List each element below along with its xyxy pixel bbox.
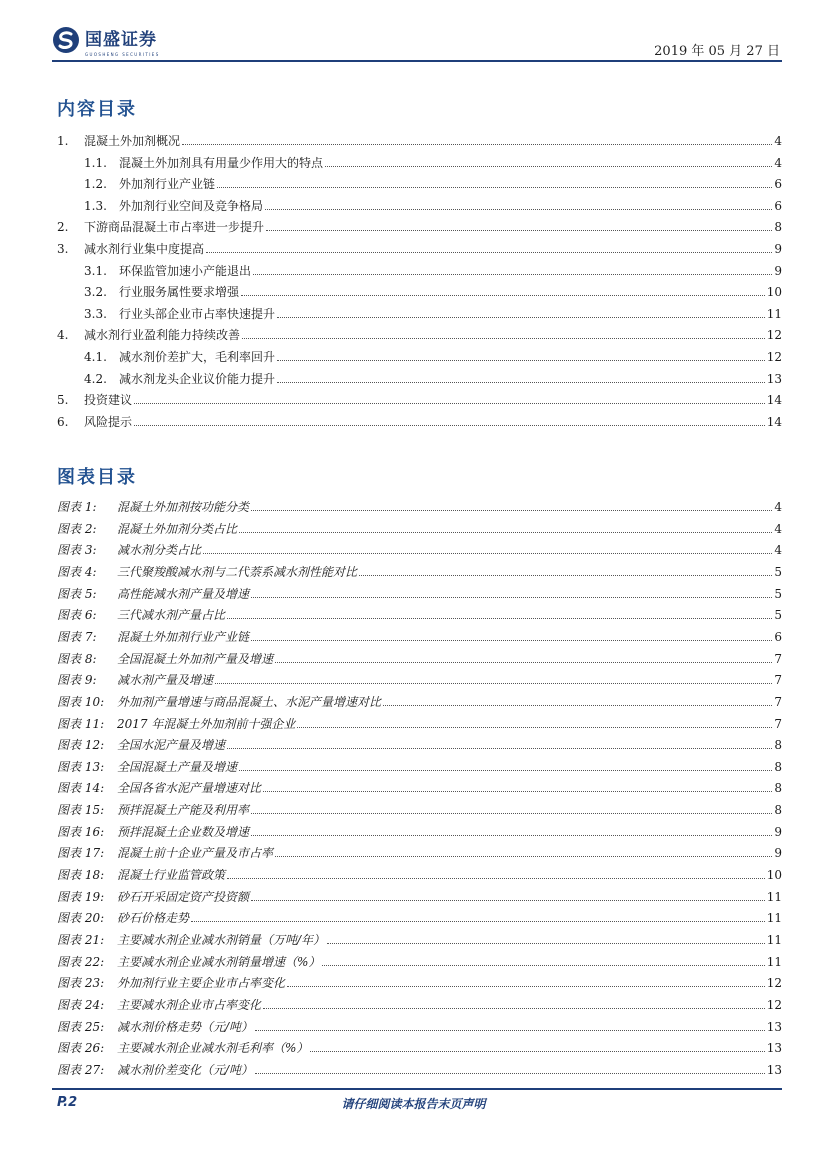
dot-leader	[206, 252, 772, 253]
figure-entry-number: 图表 24:	[57, 997, 105, 1012]
figure-entry[interactable]	[57, 714, 782, 731]
toc-entry[interactable]	[57, 239, 782, 256]
figure-entry-label: 全国各省水泥产量增速对比	[117, 781, 262, 796]
figure-entry[interactable]	[57, 908, 782, 925]
dot-leader	[325, 166, 772, 167]
toc-entry-page: 4	[774, 155, 782, 170]
figure-entry-number: 图表 11:	[57, 716, 105, 731]
page-header	[52, 26, 782, 62]
figure-entry-label: 预拌混凝土产能及利用率	[117, 803, 250, 818]
toc-entry-page: 12	[766, 350, 782, 364]
figure-entry[interactable]	[57, 930, 782, 947]
dot-leader	[383, 705, 772, 706]
toc-entry[interactable]	[57, 217, 782, 234]
toc-entry-label: 行业头部企业市占率快速提升	[119, 306, 276, 321]
toc-entry-page: 9	[774, 263, 782, 278]
figure-entry[interactable]	[57, 627, 782, 644]
toc-entry-label: 混凝土外加剂概况	[84, 134, 181, 148]
figure-entry-number: 图表 10:	[57, 694, 105, 709]
figure-entry-number: 图表 13:	[57, 759, 105, 774]
brand-logo-icon	[52, 26, 80, 54]
figure-entry-number: 图表 1:	[57, 500, 97, 514]
dot-leader	[275, 662, 772, 663]
figure-entry-number: 图表 9:	[57, 673, 97, 688]
toc-entry-number: 3.	[57, 242, 69, 256]
figure-entry-number: 图表 5:	[57, 586, 97, 601]
figure-entry-label: 全国水泥产量及增速	[117, 738, 226, 753]
toc-entry-page: 14	[766, 414, 782, 429]
dot-leader	[255, 1030, 765, 1031]
figure-entry-label: 减水剂分类占比	[117, 543, 202, 558]
figure-entry-label: 高性能减水剂产量及增速	[117, 586, 250, 601]
figure-entry-number: 图表 8:	[57, 651, 97, 666]
dot-leader	[242, 338, 765, 339]
dot-leader	[182, 144, 772, 145]
figure-entry[interactable]	[57, 778, 782, 795]
dot-leader	[251, 835, 772, 836]
figure-entry-page: 13	[766, 1062, 782, 1077]
dot-leader	[310, 1051, 764, 1052]
figure-entry[interactable]	[57, 519, 782, 536]
figure-entry-page: 4	[774, 521, 782, 536]
figure-entry-page: 12	[766, 976, 782, 991]
dot-leader	[287, 986, 765, 987]
figure-entry[interactable]	[57, 1038, 782, 1055]
toc-entry[interactable]	[84, 261, 782, 278]
figure-entry-label: 减水剂价格走势（元/吨）	[117, 1019, 254, 1034]
figure-entry-number: 图表 16:	[57, 824, 105, 839]
figure-entry-label: 全国混凝土外加剂产量及增速	[117, 651, 274, 666]
toc-entry[interactable]	[57, 390, 782, 407]
dot-leader	[255, 1073, 765, 1074]
figure-entry-number: 图表 14:	[57, 781, 105, 796]
toc-entry-page: 6	[774, 198, 782, 213]
figure-entry-page: 11	[766, 933, 782, 947]
toc-entry[interactable]	[84, 153, 782, 170]
figure-entry-label: 三代减水剂产量占比	[117, 608, 226, 623]
toc-entry[interactable]	[84, 282, 782, 299]
toc-entry[interactable]	[84, 369, 782, 386]
figure-entry-number: 图表 27:	[57, 1062, 105, 1077]
figure-entry-page: 7	[774, 651, 782, 666]
dot-leader	[203, 553, 772, 554]
figure-entry[interactable]	[57, 562, 782, 579]
dot-leader	[134, 403, 765, 404]
figure-entry[interactable]	[57, 692, 782, 709]
figure-entry-label: 混凝土前十企业产量及市占率	[117, 846, 274, 861]
toc-entry-label: 减水剂行业盈利能力持续改善	[84, 328, 241, 343]
toc-entry-page: 10	[766, 285, 782, 300]
toc-entry-label: 行业服务属性要求增强	[119, 285, 240, 300]
toc-entry-page: 8	[774, 220, 782, 235]
dot-leader	[215, 683, 772, 684]
figure-entry-page: 5	[774, 608, 782, 623]
figure-entry-label: 混凝土行业监管政策	[117, 868, 226, 883]
dot-leader	[266, 230, 772, 231]
figure-entry-number: 图表 12:	[57, 738, 105, 753]
figure-entry-number: 图表 19:	[57, 889, 105, 904]
toc-entry-label: 下游商品混凝土市占率进一步提升	[84, 220, 265, 235]
dot-leader	[251, 813, 772, 814]
figure-entry-page: 5	[774, 564, 782, 579]
toc-entry[interactable]	[57, 325, 782, 342]
figure-entry[interactable]	[57, 497, 782, 514]
toc-entry-number: 4.1.	[84, 350, 107, 364]
figure-entry-label: 外加剂行业主要企业市占率变化	[117, 976, 286, 991]
toc-entry[interactable]	[84, 304, 782, 321]
figure-entry[interactable]	[57, 1060, 782, 1077]
toc-entry-number: 5.	[57, 393, 69, 408]
figure-entry[interactable]	[57, 670, 782, 687]
figure-entry-page: 13	[766, 1019, 782, 1034]
figure-entry-page: 7	[774, 716, 782, 731]
toc-entry-label: 减水剂行业集中度提高	[84, 242, 205, 256]
figure-entry-number: 图表 20:	[57, 911, 105, 926]
figure-entry-number: 图表 22:	[57, 954, 105, 969]
figure-entry-page: 11	[766, 954, 782, 969]
figure-entry-page: 6	[774, 629, 782, 644]
figure-entry[interactable]	[57, 735, 782, 752]
figure-entry[interactable]	[57, 584, 782, 601]
dot-leader	[277, 317, 765, 318]
toc-entry-page: 11	[766, 306, 782, 321]
figure-entry[interactable]	[57, 952, 782, 969]
toc-entry-label: 减水剂价差扩大，毛利率回升	[119, 350, 276, 364]
dot-leader	[251, 900, 765, 901]
figure-entry-number: 图表 6:	[57, 608, 97, 623]
figure-entry-number: 图表 18:	[57, 868, 105, 883]
dot-leader	[239, 770, 772, 771]
figure-entry-label: 外加剂产量增速与商品混凝土、水泥产量增速对比	[117, 694, 382, 709]
toc-entry[interactable]	[84, 347, 782, 364]
figure-entry-page: 4	[774, 500, 782, 514]
figure-entry-number: 图表 21:	[57, 933, 105, 947]
figure-entry-label: 全国混凝土产量及增速	[117, 759, 238, 774]
dot-leader	[241, 295, 765, 296]
figure-entry-label: 三代聚羧酸减水剂与二代萘系减水剂性能对比	[117, 564, 358, 579]
figure-entry-page: 7	[774, 673, 782, 688]
toc-entry-number: 1.1.	[84, 155, 107, 170]
figure-entry-label: 主要减水剂企业减水剂销量（万吨/年）	[117, 933, 326, 947]
toc-entry-label: 混凝土外加剂具有用量少作用大的特点	[119, 155, 324, 170]
toc-entry-number: 3.2.	[84, 285, 107, 300]
figure-entry[interactable]	[57, 605, 782, 622]
figure-entry[interactable]	[57, 865, 782, 882]
logo	[52, 26, 157, 54]
toc-entry-label: 环保监管加速小产能退出	[119, 263, 252, 278]
toc-entry-number: 4.2.	[84, 371, 107, 386]
footer-divider	[52, 1088, 782, 1090]
dot-leader	[251, 640, 772, 641]
toc-entry-page: 9	[774, 242, 782, 256]
figure-entry-page: 10	[766, 868, 782, 883]
figure-entry[interactable]	[57, 1017, 782, 1034]
toc-entry-label: 外加剂行业空间及竞争格局	[119, 198, 264, 213]
figure-entry[interactable]	[57, 800, 782, 817]
footer-disclaimer: 请仔细阅读本报告末页声明	[341, 1097, 486, 1111]
figure-entry-label: 混凝土外加剂行业产业链	[117, 629, 250, 644]
toc-entry-label: 减水剂龙头企业议价能力提升	[119, 371, 276, 386]
figure-entry-number: 图表 25:	[57, 1019, 105, 1034]
figure-entry-label: 混凝土外加剂分类占比	[117, 521, 238, 536]
figure-entry-label: 砂石开采固定资产投资额	[117, 889, 250, 904]
toc-entry-label: 外加剂行业产业链	[119, 177, 216, 192]
figure-entry-page: 12	[766, 997, 782, 1012]
brand-subtitle: GUOSHENG SECURITIES	[85, 52, 160, 57]
toc-entry-number: 1.2.	[84, 177, 107, 192]
figure-entry-number: 图表 15:	[57, 803, 105, 818]
toc-entry-page: 4	[774, 134, 782, 148]
header-divider	[52, 60, 782, 62]
figure-entry[interactable]	[57, 649, 782, 666]
figure-entry-page: 13	[766, 1041, 782, 1056]
toc-entry[interactable]	[57, 131, 782, 148]
figure-entry-number: 图表 3:	[57, 543, 97, 558]
figure-entry[interactable]	[57, 822, 782, 839]
toc-entry-number: 1.3.	[84, 198, 107, 213]
figures-title: 图表目录	[57, 467, 137, 488]
dot-leader	[297, 727, 772, 728]
figure-entry-page: 8	[774, 781, 782, 796]
figure-entry[interactable]	[57, 995, 782, 1012]
figure-entry-page: 11	[766, 911, 782, 926]
toc-entry-number: 6.	[57, 414, 69, 429]
brand-name: 国盛证券	[85, 30, 157, 50]
figure-entry-page: 9	[774, 824, 782, 839]
dot-leader	[253, 274, 772, 275]
dot-leader	[217, 187, 772, 188]
dot-leader	[277, 360, 765, 361]
dot-leader	[265, 209, 772, 210]
figure-entry-label: 减水剂价差变化（元/吨）	[117, 1062, 254, 1077]
dot-leader	[275, 856, 772, 857]
dot-leader	[227, 748, 772, 749]
figure-entry[interactable]	[57, 887, 782, 904]
figure-entry[interactable]	[57, 843, 782, 860]
toc-entry-number: 3.3.	[84, 306, 107, 321]
figure-entry-page: 7	[774, 694, 782, 709]
figure-entry-label: 混凝土外加剂按功能分类	[117, 500, 250, 514]
figure-entry-label: 减水剂产量及增速	[117, 673, 214, 688]
figure-entry-page: 11	[766, 889, 782, 904]
figure-entry-page: 8	[774, 759, 782, 774]
figure-entry-label: 主要减水剂企业市占率变化	[117, 997, 262, 1012]
toc-entry-number: 1.	[57, 134, 69, 148]
dot-leader	[239, 532, 772, 533]
dot-leader	[251, 597, 772, 598]
toc-entry-number: 3.1.	[84, 263, 107, 278]
toc-entry[interactable]	[57, 412, 782, 429]
toc-entry[interactable]	[84, 174, 782, 191]
toc-entry-label: 风险提示	[84, 414, 133, 429]
dot-leader	[359, 575, 772, 576]
dot-leader	[227, 878, 765, 879]
toc-entry-number: 4.	[57, 328, 69, 343]
dot-leader	[251, 510, 772, 511]
report-date: 2019 年 05 月 27 日	[654, 44, 780, 59]
figure-entry-label: 预拌混凝土企业数及增速	[117, 824, 250, 839]
figure-entry-number: 图表 23:	[57, 976, 105, 991]
toc-entry-page: 13	[766, 371, 782, 386]
figure-entry-number: 图表 17:	[57, 846, 105, 861]
page-number: P.2	[57, 1095, 78, 1110]
dot-leader	[134, 425, 765, 426]
toc-entry-label: 投资建议	[84, 393, 133, 408]
figure-entry-label: 主要减水剂企业减水剂毛利率（%）	[117, 1041, 309, 1056]
toc-title: 内容目录	[57, 99, 137, 120]
toc-entry[interactable]	[84, 196, 782, 213]
dot-leader	[263, 1008, 765, 1009]
toc-entry-page: 14	[766, 393, 782, 408]
toc-entry-number: 2.	[57, 220, 69, 235]
dot-leader	[327, 943, 765, 944]
figure-entry-label: 2017 年混凝土外加剂前十强企业	[117, 716, 296, 731]
dot-leader	[227, 618, 772, 619]
dot-leader	[322, 965, 764, 966]
figure-entry-number: 图表 26:	[57, 1041, 105, 1056]
toc-entry-page: 6	[774, 177, 782, 192]
figure-entry-page: 8	[774, 803, 782, 818]
figure-entry-label: 主要减水剂企业减水剂销量增速（%）	[117, 954, 321, 969]
figure-entry-label: 砂石价格走势	[117, 911, 190, 926]
figure-entry[interactable]	[57, 540, 782, 557]
dot-leader	[263, 791, 772, 792]
figure-entry-number: 图表 4:	[57, 564, 97, 579]
figure-entry-number: 图表 2:	[57, 521, 97, 536]
dot-leader	[191, 921, 765, 922]
dot-leader	[277, 382, 765, 383]
figure-entry[interactable]	[57, 973, 782, 990]
figure-entry-page: 9	[774, 846, 782, 861]
figure-entry-page: 5	[774, 586, 782, 601]
figure-entry-page: 4	[774, 543, 782, 558]
figure-entry-page: 8	[774, 738, 782, 753]
figure-entry-number: 图表 7:	[57, 629, 97, 644]
toc-entry-page: 12	[766, 328, 782, 343]
figure-entry[interactable]	[57, 757, 782, 774]
